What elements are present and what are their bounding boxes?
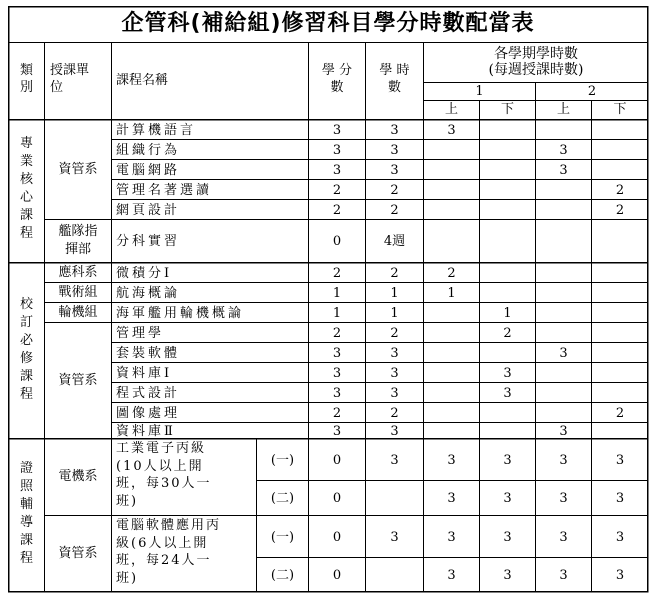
- row-4-hours: 2: [390, 182, 399, 198]
- unit-mgmt: 資管系: [58, 162, 98, 177]
- row-8-credits: 1: [332, 285, 342, 301]
- cert-row-1-hours: 3: [390, 452, 399, 468]
- row-3-hours: 3: [390, 162, 399, 178]
- cert-row-2-s2: 3: [503, 491, 512, 506]
- row-3-credits: 3: [332, 162, 342, 178]
- unit-applied: 應科系: [58, 265, 98, 280]
- row-9-course: 海軍艦用輪機概論: [116, 305, 245, 321]
- row-1-credits: 3: [332, 122, 342, 138]
- row-11-course: 套裝軟體: [116, 345, 181, 361]
- row-10-credits: 2: [332, 325, 342, 341]
- cert-course-1: 工業電子丙級 (10人以上開 班，每30人一 班): [116, 441, 212, 509]
- unit-ship: 艦隊指 揮部: [58, 224, 98, 257]
- row-13-s2: 3: [503, 385, 512, 401]
- row-12-course: 資料庫Ⅰ: [116, 365, 173, 381]
- cert-row-3-hours: 3: [390, 529, 399, 545]
- row-5-course: 網頁設計: [116, 202, 181, 218]
- row-10-hours: 2: [390, 325, 399, 341]
- row-14-s4: 2: [615, 405, 625, 421]
- row-4-credits: 2: [332, 182, 342, 198]
- category-required: 校 訂 必 修 課 程: [19, 297, 33, 402]
- row-6-credits: 0: [332, 234, 342, 249]
- header-unit: 授課單 位: [50, 63, 90, 95]
- category-cert: 證 照 輔 導 課 程: [19, 461, 33, 566]
- row-14-hours: 2: [390, 405, 399, 421]
- cert-row-2-s3: 3: [559, 491, 568, 506]
- row-10-s2: 2: [503, 325, 512, 341]
- row-13-hours: 3: [390, 385, 399, 401]
- row-5-hours: 2: [390, 202, 399, 218]
- unit-tactics: 戰術組: [58, 285, 98, 300]
- unit-electrical: 電機系: [58, 469, 98, 484]
- cert-row-4-s4: 3: [615, 568, 625, 583]
- cert-row-4-s2: 3: [503, 568, 512, 583]
- row-15-s3: 3: [559, 423, 568, 439]
- header-course: 課程名稱: [116, 73, 169, 88]
- row-4-s4: 2: [615, 182, 625, 198]
- row-2-credits: 3: [332, 142, 342, 158]
- cert-row-3-s2: 3: [503, 529, 512, 545]
- header-sem-2-up: 上: [556, 102, 570, 117]
- header-semesters: 各學期學時數 (每週授課時數): [488, 46, 584, 78]
- header-sem-2-down: 下: [613, 102, 627, 117]
- row-2-course: 組織行為: [116, 142, 181, 158]
- cert-row-1-s2: 3: [503, 452, 512, 468]
- cert-row-4-s1: 3: [447, 568, 456, 583]
- cert-course-3: 電腦軟體應用丙 級(6人以上開 班，每24人一 班): [116, 518, 222, 586]
- row-7-credits: 2: [332, 265, 342, 281]
- header-credits: 學 分 數: [321, 63, 353, 95]
- row-12-s2: 3: [503, 365, 512, 381]
- row-14-course: 圖像處理: [116, 405, 181, 421]
- row-4-course: 管理名著選讀: [116, 182, 213, 198]
- row-15-hours: 3: [390, 423, 399, 439]
- header-sem-1-down: 下: [500, 102, 514, 117]
- row-11-credits: 3: [332, 345, 342, 361]
- cert-row-1-s4: 3: [615, 452, 625, 468]
- row-5-s4: 2: [615, 202, 625, 218]
- cert-row-1-part: (一): [270, 452, 295, 468]
- row-6-course: 分科實習: [116, 234, 181, 249]
- cert-row-1-s1: 3: [447, 452, 456, 468]
- row-3-s3: 3: [559, 162, 568, 178]
- cert-row-3-s3: 3: [559, 529, 568, 545]
- cert-row-1-credits: 0: [332, 452, 342, 468]
- cert-row-2-part: (二): [270, 491, 295, 506]
- row-12-credits: 3: [332, 365, 342, 381]
- unit-turbine: 輪機組: [58, 305, 98, 320]
- cert-row-3-part: (一): [270, 529, 295, 545]
- row-9-hours: 1: [390, 305, 399, 321]
- unit-mgmt-2: 資管系: [58, 373, 98, 388]
- cert-row-1-s3: 3: [559, 452, 568, 468]
- cert-row-3-s4: 3: [615, 529, 625, 545]
- row-7-s1: 2: [447, 265, 456, 281]
- row-7-course: 微積分Ⅰ: [116, 265, 173, 281]
- row-2-hours: 3: [390, 142, 399, 158]
- unit-mgmt-3: 資管系: [58, 546, 98, 561]
- cert-row-3-credits: 0: [332, 529, 342, 545]
- row-7-hours: 2: [390, 265, 399, 281]
- cert-row-4-credits: 0: [332, 568, 342, 583]
- row-15-credits: 3: [332, 423, 342, 439]
- row-6-hours: 4週: [383, 234, 406, 249]
- cert-row-4-s3: 3: [559, 568, 568, 583]
- row-14-credits: 2: [332, 405, 342, 421]
- header-sem-1-up: 上: [444, 102, 458, 117]
- row-15-course: 資料庫Ⅱ: [116, 423, 176, 439]
- header-category: 類 別: [19, 63, 33, 95]
- row-13-course: 程式設計: [116, 385, 181, 401]
- row-9-credits: 1: [332, 305, 342, 321]
- category-core: 專 業 核 心 課 程: [19, 136, 33, 241]
- cert-row-2-credits: 0: [332, 491, 342, 506]
- row-1-hours: 3: [390, 122, 399, 138]
- row-5-credits: 2: [332, 202, 342, 218]
- header-year-2: 2: [587, 84, 597, 99]
- cert-row-3-s1: 3: [447, 529, 456, 545]
- row-1-course: 計算機語言: [116, 122, 197, 138]
- row-8-s1: 1: [447, 285, 456, 301]
- cert-row-2-s1: 3: [447, 491, 456, 506]
- row-13-credits: 3: [332, 385, 342, 401]
- cert-row-4-part: (二): [270, 568, 295, 583]
- row-9-s2: 1: [503, 305, 512, 321]
- row-12-hours: 3: [390, 365, 399, 381]
- row-11-hours: 3: [390, 345, 399, 361]
- row-1-s1: 3: [447, 122, 456, 138]
- row-11-s3: 3: [559, 345, 568, 361]
- row-3-course: 電腦網路: [116, 162, 181, 178]
- row-10-course: 管理學: [116, 325, 165, 341]
- header-hours: 學 時 數: [379, 63, 410, 95]
- row-2-s3: 3: [559, 142, 568, 158]
- cert-row-2-s4: 3: [615, 491, 625, 506]
- table-title: 企管科(補給組)修習科目學分時數配當表: [121, 11, 535, 36]
- row-8-hours: 1: [390, 285, 399, 301]
- header-year-1: 1: [475, 84, 484, 99]
- row-8-course: 航海概論: [116, 285, 181, 301]
